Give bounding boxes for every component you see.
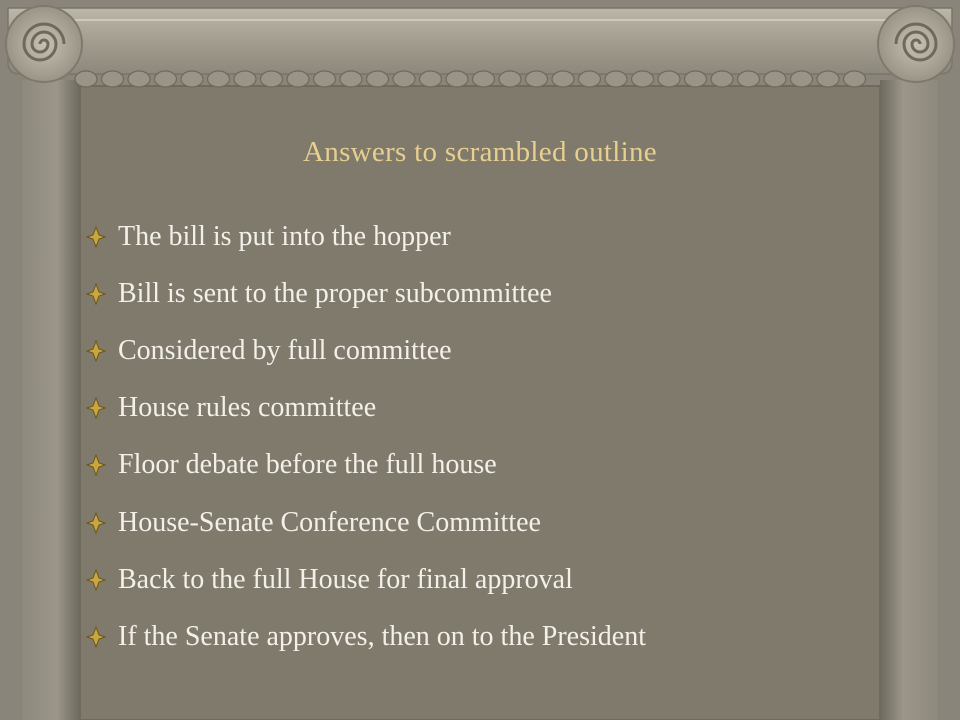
molding-egg — [711, 71, 733, 87]
list-item-text: Floor debate before the full house — [118, 449, 497, 481]
right-volute-icon — [878, 6, 954, 82]
left-volute-icon — [6, 6, 82, 82]
molding-egg — [817, 71, 839, 87]
bullet-list — [86, 208, 646, 666]
diamond-arrow-icon — [86, 512, 106, 534]
molding-egg — [764, 71, 786, 87]
slide-title: Answers to scrambled outline — [303, 136, 657, 168]
list-item-text: House rules committee — [118, 392, 377, 424]
molding-egg — [208, 71, 230, 87]
molding-egg — [605, 71, 627, 87]
list-item-text: Considered by full committee — [118, 334, 452, 366]
molding-egg — [473, 71, 495, 87]
molding-egg — [632, 71, 654, 87]
molding-egg — [393, 71, 415, 87]
diamond-arrow-icon — [86, 340, 106, 362]
molding-egg — [658, 71, 680, 87]
list-item-text: House-Senate Conference Committee — [118, 506, 541, 538]
molding-egg — [446, 71, 468, 87]
right-column — [880, 80, 938, 720]
list-item — [86, 322, 646, 379]
molding-egg — [499, 71, 521, 87]
list-item — [86, 437, 646, 494]
list-item — [86, 608, 646, 665]
list-item — [86, 551, 646, 608]
diamond-arrow-icon — [86, 454, 106, 476]
molding-egg — [738, 71, 760, 87]
molding-egg — [314, 71, 336, 87]
list-item — [86, 380, 646, 437]
molding-egg — [181, 71, 203, 87]
diamond-arrow-icon — [86, 397, 106, 419]
molding-egg — [155, 71, 177, 87]
diamond-arrow-icon — [86, 283, 106, 305]
molding-egg — [340, 71, 362, 87]
molding-egg — [287, 71, 309, 87]
list-item-text: The bill is put into the hopper — [118, 220, 451, 252]
capital-band — [8, 8, 952, 74]
molding-egg — [579, 71, 601, 87]
left-column — [22, 80, 80, 720]
molding-egg — [844, 71, 866, 87]
molding-egg — [552, 71, 574, 87]
molding-egg — [234, 71, 256, 87]
list-item — [86, 265, 646, 322]
list-item-text: Bill is sent to the proper subcommittee — [118, 277, 552, 309]
molding-egg — [75, 71, 97, 87]
molding-egg — [685, 71, 707, 87]
molding-egg — [102, 71, 124, 87]
list-item — [86, 208, 646, 265]
diamond-arrow-icon — [86, 626, 106, 648]
list-item — [86, 494, 646, 551]
molding-egg — [367, 71, 389, 87]
list-item-text: If the Senate approves, then on to the President — [118, 620, 646, 652]
molding-egg — [128, 71, 150, 87]
diamond-arrow-icon — [86, 226, 106, 248]
list-item-text: Back to the full House for final approval — [118, 563, 573, 595]
molding-egg — [261, 71, 283, 87]
molding-egg — [526, 71, 548, 87]
diamond-arrow-icon — [86, 569, 106, 591]
molding-egg — [420, 71, 442, 87]
molding-egg — [791, 71, 813, 87]
